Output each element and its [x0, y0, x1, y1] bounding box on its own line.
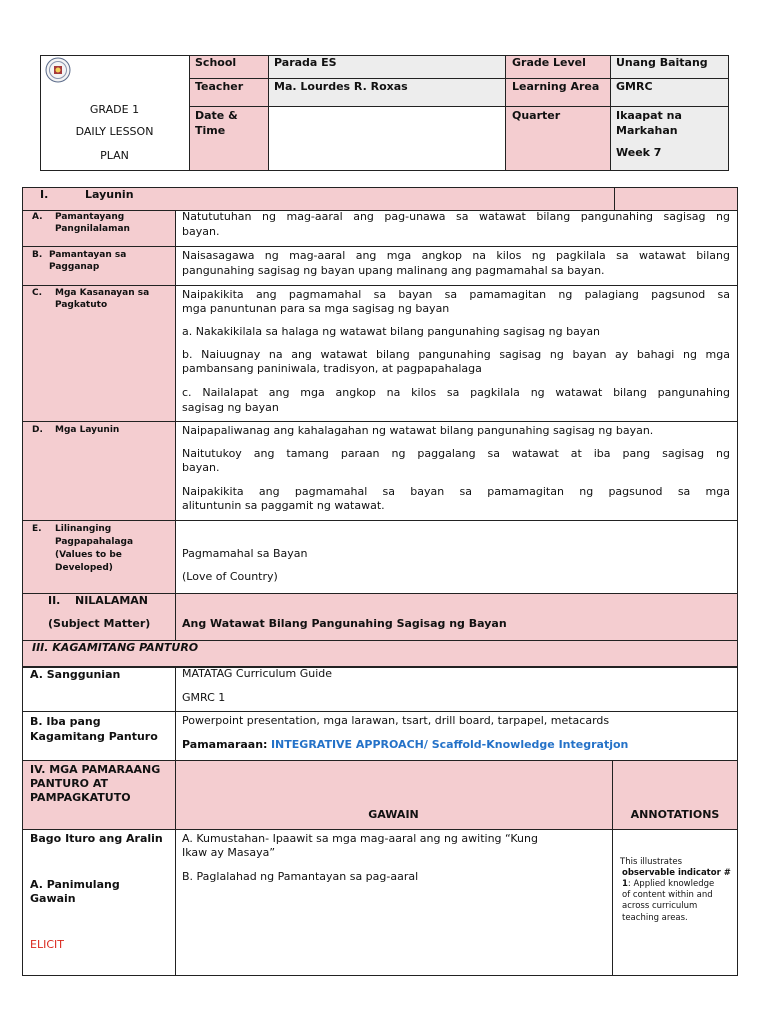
- row-e-label-1: Lilinanging: [55, 524, 112, 534]
- date-label-1: Date &: [195, 109, 238, 122]
- row-e-letter: E.: [32, 524, 42, 534]
- kagamitan-title: III. KAGAMITANG PANTURO: [32, 641, 199, 654]
- sanggunian-label: A. Sanggunian: [30, 668, 121, 681]
- row-e-label-3: (Values to be: [55, 550, 122, 560]
- item-a-2: Ikaw ay Masaya”: [182, 846, 276, 859]
- row-a-label-1: Pamantayang: [55, 212, 125, 222]
- row-d-text-2a: Naitutukoy ang tamang paraan ng paggalang sa watawat at iba pang sagisag ng: [182, 447, 730, 460]
- row-c-label-1: Mga Kasanayan sa: [55, 288, 150, 298]
- row-d-text-3b: alituntunin sa paggamit ng watawat.: [182, 499, 385, 512]
- sanggunian-text-1: MATATAG Curriculum Guide: [182, 667, 333, 680]
- row-b-text-2: pangunahing sagisag ng bayan upang malinang ang pagmamahal sa bayan.: [182, 264, 605, 277]
- row-d-text-2b: bayan.: [182, 461, 220, 474]
- item-b: B. Paglalahad ng Pamantayan sa pag-aaral: [182, 870, 419, 883]
- row-b-letter: B.: [32, 250, 43, 260]
- nilalaman-text: Ang Watawat Bilang Pangunahing Sagisag ng Bayan: [182, 617, 507, 630]
- row-c-item-c-2: sagisag ng bayan: [182, 401, 279, 414]
- pamaraan-label-1: IV. MGA PAMARAANG: [30, 763, 161, 776]
- nilalaman-sub: (Subject Matter): [48, 617, 151, 630]
- teacher-value: Ma. Lourdes R. Roxas: [274, 80, 408, 93]
- row-c-item-b-1: b. Naiuugnay na ang watawat bilang pangunahing sagisag ng bayan ay bahagi ng mga: [182, 348, 730, 361]
- row-c-item-b-2: pambansang paniniwala, tradisyon, at pagpapahalaga: [182, 362, 482, 375]
- grade-text: GRADE 1: [89, 103, 140, 116]
- iba-pang-label-2: Kagamitang Panturo: [30, 730, 158, 743]
- pamamaraan-text: INTEGRATIVE APPROACH/ Scaffold-Knowledge Integratjon: [270, 738, 629, 751]
- row-c-item-c-1: c. Nailalapat ang mga angkop na kilos sa pagkilala ng watawat bilang pangunahing: [182, 386, 730, 399]
- row-d-letter: D.: [32, 425, 43, 435]
- pamaraan-label-3: PAMPAGKATUTO: [30, 791, 131, 804]
- row-d-text-3a: Naipakikita ang pagmamahal sa bayan sa pamamagitan ng pagsunod sa mga: [182, 485, 730, 498]
- school-value: Parada ES: [274, 56, 337, 69]
- week-value: Week 7: [616, 146, 662, 159]
- row-b-text-1: Naisasagawa ng mag-aaral ang mga angkop na kilos ng pagkilala sa watawat bilang: [182, 249, 730, 262]
- pamamaraan-line: [182, 738, 628, 752]
- panimulang-label-1: A. Panimulang: [30, 878, 120, 891]
- annotation-line-1: This illustrates: [620, 857, 682, 867]
- elicit-label: ELICIT: [30, 938, 64, 951]
- row-e-label-4: Developed): [55, 563, 113, 573]
- panimulang-label-2: Gawain: [30, 892, 76, 905]
- row-b-label-2: Pagganap: [49, 262, 100, 272]
- iba-pang-text: Powerpoint presentation, mga larawan, tsart, drill board, tarpapel, metacards: [182, 714, 610, 727]
- quarter-label: Quarter: [512, 109, 561, 122]
- nilalaman-num: II.: [48, 594, 61, 607]
- row-e-text-2: (Love of Country): [182, 570, 278, 583]
- quarter-value-2: Markahan: [616, 124, 678, 137]
- row-a-text-2: bayan.: [182, 225, 220, 238]
- annotations-header: ANNOTATIONS: [630, 808, 720, 821]
- annotation-line-3: [622, 879, 714, 891]
- annotation-line-4: of content within and: [622, 890, 713, 900]
- nilalaman-title: NILALAMAN: [75, 594, 149, 607]
- teacher-label: Teacher: [195, 80, 244, 93]
- learning-area-label: Learning Area: [512, 80, 600, 93]
- row-a-text-1: Natututuhan ng mag-aaral ang pag-unawa sa watawat bilang pangunahing sagisag ng: [182, 210, 730, 223]
- grade-level-value: Unang Baitang: [616, 56, 708, 69]
- layunin-title: Layunin: [85, 188, 134, 201]
- quarter-value-1: Ikaapat na: [616, 109, 682, 122]
- layunin-num: I.: [40, 188, 49, 201]
- row-a-label-2: Pangnilalaman: [55, 224, 130, 234]
- annotation-line-5: across curriculum: [622, 901, 698, 911]
- learning-area-value: GMRC: [616, 80, 653, 93]
- gawain-header: GAWAIN: [368, 808, 419, 821]
- row-b-label-1: Pamantayan sa: [49, 250, 127, 260]
- row-c-text-2: mga panuntunan para sa mga sagisag ng bayan: [182, 302, 450, 315]
- bago-ituro-label: Bago Ituro ang Aralin: [30, 832, 163, 845]
- row-d-label: Mga Layunin: [55, 425, 120, 435]
- annotation-indicator: 1: [622, 879, 628, 889]
- row-a-letter: A.: [32, 212, 43, 222]
- plan-text: PLAN: [100, 149, 129, 162]
- item-a-1: A. Kumustahan- Ipaawit sa mga mag-aaral ang ng awiting “Kung: [182, 832, 538, 845]
- iba-pang-label-1: B. Iba pang: [30, 715, 101, 728]
- row-c-letter: C.: [32, 288, 43, 298]
- row-e-text-1: Pagmamahal sa Bayan: [182, 547, 308, 560]
- annotation-line-6: teaching areas.: [622, 913, 688, 923]
- sanggunian-text-2: GMRC 1: [182, 691, 226, 704]
- row-c-item-a: a. Nakakikilala sa halaga ng watawat bilang pangunahing sagisag ng bayan: [182, 325, 601, 338]
- row-c-text-1: Naipakikita ang pagmamahal sa bayan sa pamamagitan ng palagiang pagsunod sa: [182, 288, 730, 301]
- row-d-text-1: Naipapaliwanag ang kahalagahan ng watawat bilang pangunahing sagisag ng bayan.: [182, 424, 654, 437]
- school-label: School: [195, 56, 237, 69]
- annotation-line-3b: : Applied knowledge: [627, 879, 715, 889]
- deped-seal-icon: [45, 57, 71, 83]
- grade-level-label: Grade Level: [512, 56, 586, 69]
- pamamaraan-label: Pamamaraan:: [182, 738, 268, 751]
- date-label-2: Time: [195, 124, 226, 137]
- annotation-line-2: observable indicator #: [622, 868, 731, 878]
- pamaraan-label-2: PANTURO AT: [30, 777, 109, 790]
- daily-lesson-text: DAILY LESSON: [75, 125, 154, 138]
- row-e-label-2: Pagpapahalaga: [55, 537, 134, 547]
- row-c-label-2: Pagkatuto: [55, 300, 108, 310]
